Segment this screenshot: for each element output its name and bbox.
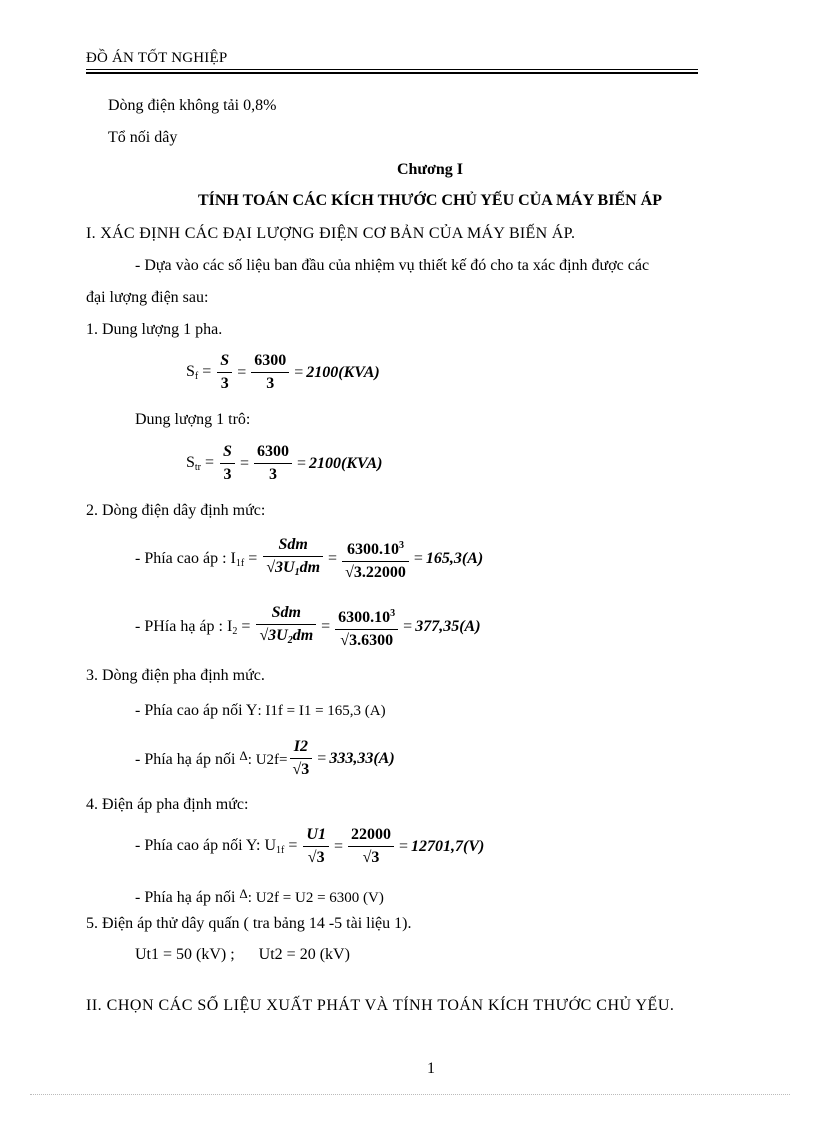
item-5-values: Ut1 = 50 (kV) ; Ut2 = 20 (kV) (135, 946, 350, 963)
item-3-heading: 3. Dòng điện pha định mức. (86, 667, 265, 684)
item-4-line-1: - Phía cao áp nối Y: $U_{1f}$ = $\frac{U1}{√3}$ = $\frac{22000}{√3}$ = 12701,7(V) (135, 826, 485, 866)
item-3-line-2: - Phía hạ áp nối $^\Delta$: U2f= $\frac{I2}{√3}$ = 333,33(A) (135, 738, 395, 778)
item-2-heading: 2. Dòng điện dây định mức: (86, 502, 266, 519)
header-rule-thin (86, 69, 698, 70)
equation-i-2: - PHía hạ áp : $I_2$ = $\frac{\text{Sdm}}{√3U_2dm}$ = $\frac{6300.10^3}{√3.6300}$ = 377,35(A) (135, 604, 481, 649)
item-5-heading: 5. Điện áp thử dây quấn ( tra bảng 14 -5 tài liệu 1). (86, 915, 412, 932)
item-4-heading: 4. Điện áp pha định mức: (86, 796, 249, 813)
header-rule-thick (86, 72, 698, 74)
section-1-para-line-1: - Dựa vào các số liệu ban đầu của nhiệm vụ thiết kế đó cho ta xác định được các (135, 257, 650, 274)
section-1-heading: I. XÁC ĐỊNH CÁC ĐẠI LƯỢNG ĐIỆN CƠ BẢN CỦA MÁY BIẾN ÁP. (86, 225, 576, 242)
item-3-line-1: - Phía cao áp nối Y: I1f = I1 = 165,3 (A) (135, 702, 386, 719)
intro-line-2: Tổ nối dây (108, 129, 178, 146)
equation-i-1f: - Phía cao áp : $I_{1f}$ = $\frac{\text{Sdm}}{√3U_1dm}$ = $\frac{6300.10^3}{√3.22000}$ = 165,3(A) (135, 536, 484, 581)
header-title: ĐỒ ÁN TỐT NGHIỆP (86, 50, 228, 66)
page-bottom-divider (30, 1094, 790, 1095)
chapter-label: Chương I (396, 161, 464, 178)
equation-s-f: $S_f$ = $\frac{S}{3}$ = $\frac{6300}{3}$ = 2100(KVA) (186, 352, 380, 392)
section-1-para-line-2: đại lượng điện sau: (86, 289, 209, 306)
chapter-title: TÍNH TOÁN CÁC KÍCH THƯỚC CHỦ YẾU CỦA MÁY BIẾN ÁP (197, 192, 663, 209)
section-2-heading: II. CHỌN CÁC SỐ LIỆU XUẤT PHÁT VÀ TÍNH TOÁN KÍCH THƯỚC CHỦ YẾU. (86, 997, 675, 1014)
item-4-line-2: - Phía hạ áp nối $^\Delta$: U2f = U2 = 6300 (V) (135, 886, 384, 906)
page-number: 1 (427, 1060, 435, 1077)
equation-s-tr: $S_{tr}$ = $\frac{S}{3}$ = $\frac{6300}{3}$ = 2100(KVA) (186, 443, 383, 483)
item-1-heading: 1. Dung lượng 1 pha. (86, 321, 223, 338)
item-1-sub-heading: Dung lượng 1 trô: (135, 411, 251, 428)
intro-line-1: Dòng điện không tải 0,8% (108, 97, 277, 114)
